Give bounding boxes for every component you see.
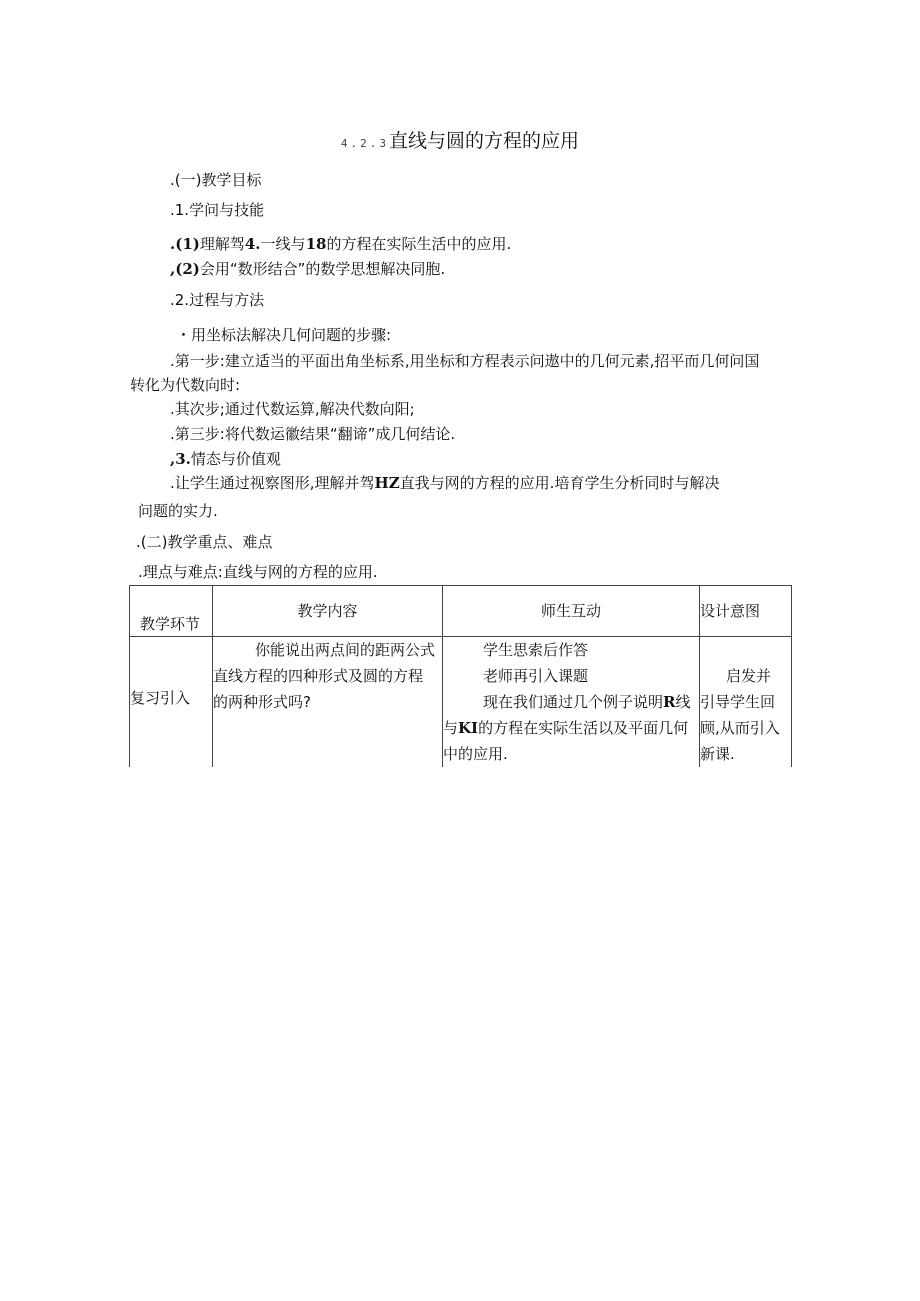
goal-item-1-text-c: 的方程在实际生活中的应用. <box>326 235 512 253</box>
interaction-line-5: 中的应用. <box>443 745 508 763</box>
attitude-body-b: 直我与网的方程的应用.培育学生分析同时与解决 <box>399 474 720 492</box>
header-intent: 设计意图 <box>700 586 792 637</box>
row-interaction-cell <box>443 637 700 768</box>
intent-line-3: 顾,从而引入 <box>700 719 780 737</box>
heading-process-method: .2.过程与方法 <box>170 291 265 309</box>
method-step-2: .其次步;通过代数运算,解决代数向阳; <box>170 400 415 418</box>
row-content-cell <box>213 637 443 768</box>
goal-item-1 <box>170 234 511 254</box>
attitude-body-line-1 <box>170 473 719 493</box>
table-row <box>130 637 792 768</box>
interaction-line-3-tail: 线 <box>675 693 691 711</box>
table-header-row <box>130 586 792 637</box>
key-points-body: .理点与难点:直线与网的方程的应用. <box>138 563 378 581</box>
method-step-1-line-1: .第一步:建立适当的平面出角坐标系,用坐标和方程表示问遨中的几何元素,招平而几何问国 <box>170 352 760 370</box>
heading-knowledge-skills: .1.学问与技能 <box>170 201 265 219</box>
content-line-1: 你能说出两点间的距两公式 <box>255 641 436 659</box>
interaction-line-1: 学生思索后作答 <box>483 641 589 659</box>
goal-item-2-prefix: ,(2) <box>170 260 200 278</box>
heading-teaching-goals: .(一)教学目标 <box>170 171 262 189</box>
header-interaction: 师生互动 <box>443 586 700 637</box>
interaction-line-4-bold: KI <box>458 719 479 737</box>
goal-item-1-text: 理解驾 <box>199 235 245 253</box>
attitude-body-bold: HZ <box>374 474 400 492</box>
interaction-line-4-text: 的方程在实际生活以及平面几何 <box>478 719 689 737</box>
attitude-heading-text: 情态与价值观 <box>190 450 281 468</box>
goal-item-2-text: 会用“数形结合”的数学思想解决同胞. <box>199 260 446 278</box>
goal-item-1-bold-a: 4. <box>244 235 261 253</box>
method-step-3: .第三步:将代数运徽结果“翻谛”成几何结论. <box>170 425 456 443</box>
heading-key-points: .(二)教学重点、难点 <box>136 533 273 551</box>
row-stage-cell <box>130 637 213 768</box>
interaction-line-3-bold: R <box>663 693 676 711</box>
title-section-number: 4.2.3 <box>340 137 390 150</box>
method-step-1-line-2: 转化为代数向时: <box>130 376 241 394</box>
lesson-table <box>129 585 792 767</box>
method-intro: ・用坐标法解决几何问题的步骤: <box>176 326 392 344</box>
heading-attitude-values <box>170 449 281 469</box>
goal-item-1-prefix: .(1) <box>170 235 200 253</box>
attitude-prefix: ,3. <box>170 450 191 468</box>
row-intent-cell <box>700 637 792 768</box>
intent-line-1: 启发并 <box>726 667 772 685</box>
intent-line-2: 引导学生回 <box>700 693 776 711</box>
interaction-line-2: 老师再引入课题 <box>483 667 589 685</box>
document-title <box>0 128 920 157</box>
attitude-body-line-2: 问题的实力. <box>138 502 218 520</box>
title-text: 直线与圆的方程的应用 <box>389 130 580 152</box>
intent-spacer <box>700 637 791 663</box>
goal-item-1-text-b: 一线与 <box>260 235 306 253</box>
interaction-line-3 <box>443 689 699 715</box>
header-stage: 教学环节 <box>130 586 213 637</box>
interaction-line-3-text: 现在我们通过几个例子说明 <box>483 693 664 711</box>
header-content: 教学内容 <box>213 586 443 637</box>
attitude-body-a: .让学生通过视察图形,理解并驾 <box>170 474 375 492</box>
intent-line-4: 新课. <box>700 745 735 763</box>
goal-item-2 <box>170 259 445 279</box>
goal-item-1-bold-b: 18 <box>305 235 327 253</box>
interaction-line-4 <box>443 715 699 741</box>
content-line-2: 直线方程的四种形式及圆的方程 <box>213 667 424 685</box>
interaction-line-4-head: 与 <box>443 719 459 737</box>
row-stage-label: 复习引入 <box>130 689 191 707</box>
content-line-3: 的两种形式吗? <box>213 693 311 711</box>
